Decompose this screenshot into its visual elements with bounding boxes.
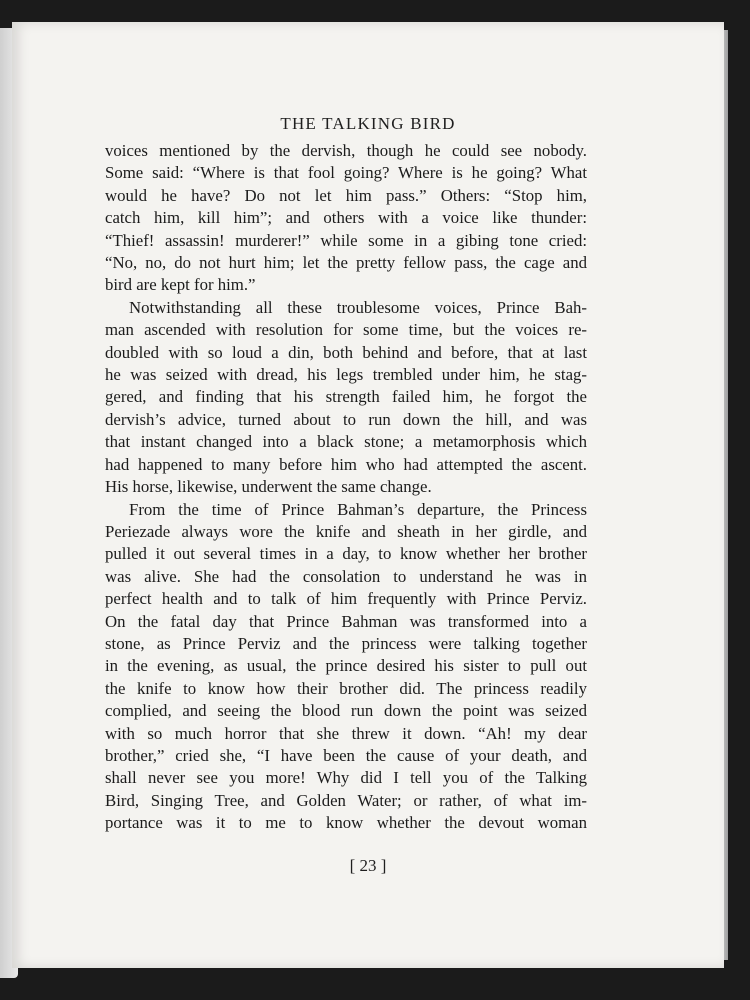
- text-line: dervish’s advice, turned about to run down the hill, and was: [105, 409, 587, 429]
- text-line: “Thief! assassin! murderer!” while some in a gibing tone cried:: [105, 230, 587, 250]
- paragraph-1: [105, 140, 587, 297]
- text-line: portance was it to me to know whether the devout woman: [105, 813, 587, 833]
- text-line: would he have? Do not let him pass.” Others: “Stop him,: [105, 185, 587, 205]
- text-line: Periezade always wore the knife and sheath in her girdle, and: [105, 521, 587, 541]
- text-line: pulled it out several times in a day, to know whether her brother: [105, 544, 587, 564]
- text-line: bird are kept for him.”: [105, 275, 256, 295]
- text-line: Some said: “Where is that fool going? Where is he going? What: [105, 163, 587, 183]
- text-line: shall never see you more! Why did I tell you of the Talking: [105, 768, 587, 788]
- text-line: with so much horror that she threw it down. “Ah! my dear: [105, 723, 587, 743]
- body-text: [105, 140, 587, 835]
- text-line: Bird, Singing Tree, and Golden Water; or rather, of what im-: [105, 790, 587, 810]
- text-line: “No, no, do not hurt him; let the pretty fellow pass, the cage and: [105, 253, 587, 273]
- text-line: that instant changed into a black stone; a metamorphosis which: [105, 432, 587, 452]
- text-line: he was seized with dread, his legs trembled under him, he stag-: [105, 365, 587, 385]
- text-line: had happened to many before him who had attempted the ascent.: [105, 454, 587, 474]
- paragraph-3: [105, 499, 587, 835]
- text-line: From the time of Prince Bahman’s departure, the Princess: [129, 499, 587, 519]
- text-line: perfect health and to talk of him frequently with Prince Perviz.: [105, 589, 587, 609]
- text-line: man ascended with resolution for some time, but the voices re-: [105, 320, 587, 340]
- text-line: catch him, kill him”; and others with a voice like thunder:: [105, 208, 587, 228]
- running-head: THE TALKING BIRD: [280, 114, 456, 133]
- text-line: brother,” cried she, “I have been the cause of your death, and: [105, 745, 587, 765]
- text-line: doubled with so loud a din, both behind and before, that at last: [105, 342, 587, 362]
- book-page: [12, 22, 724, 968]
- text-line: was alive. She had the consolation to understand he was in: [105, 566, 587, 586]
- text-line: His horse, likewise, underwent the same change.: [105, 477, 432, 497]
- text-line: gered, and finding that his strength failed him, he forgot the: [105, 387, 587, 407]
- text-line: voices mentioned by the dervish, though he could see nobody.: [105, 141, 587, 160]
- page-number: [ 23 ]: [349, 856, 387, 875]
- text-line: Notwithstanding all these troublesome voices, Prince Bah-: [129, 297, 587, 317]
- text-line: On the fatal day that Prince Bahman was transformed into a: [105, 611, 587, 631]
- text-line: stone, as Prince Perviz and the princess were talking together: [105, 633, 587, 653]
- paragraph-2: [105, 297, 587, 499]
- text-line: in the evening, as usual, the prince desired his sister to pull out: [105, 656, 587, 676]
- text-line: complied, and seeing the blood run down the point was seized: [105, 701, 587, 721]
- text-line: the knife to know how their brother did. The princess readily: [105, 678, 587, 698]
